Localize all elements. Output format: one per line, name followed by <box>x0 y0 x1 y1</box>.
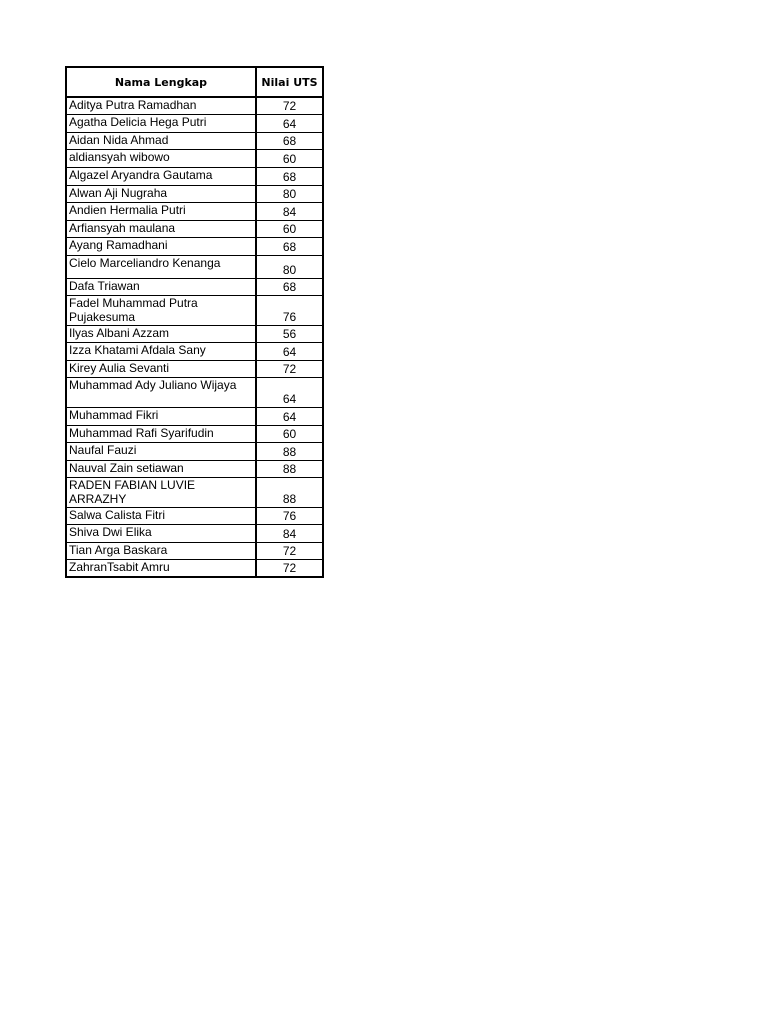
student-score: 64 <box>256 114 323 132</box>
student-name: ZahranTsabit Amru <box>66 559 256 577</box>
student-score: 64 <box>256 377 323 407</box>
student-name: Algazel Aryandra Gautama <box>66 167 256 185</box>
table-row <box>66 325 323 342</box>
student-score: 60 <box>256 220 323 237</box>
table-row <box>66 524 323 542</box>
student-name: Ayang Ramadhani <box>66 237 256 255</box>
table-row <box>66 425 323 442</box>
student-score: 80 <box>256 255 323 278</box>
student-score: 76 <box>256 507 323 524</box>
student-score: 72 <box>256 97 323 114</box>
table-row <box>66 220 323 237</box>
table-row <box>66 185 323 202</box>
student-name: Muhammad Rafi Syarifudin <box>66 425 256 442</box>
table-row <box>66 132 323 149</box>
table-row <box>66 477 323 507</box>
student-name: Aidan Nida Ahmad <box>66 132 256 149</box>
student-name: Fadel Muhammad Putra Pujakesuma <box>66 295 256 325</box>
student-name: Cielo Marceliandro Kenanga <box>66 255 256 278</box>
table-body <box>66 97 323 577</box>
header-row <box>66 67 323 97</box>
student-score: 60 <box>256 149 323 167</box>
table-row <box>66 342 323 360</box>
student-name: Alwan Aji Nugraha <box>66 185 256 202</box>
table-row <box>66 507 323 524</box>
student-name: Agatha Delicia Hega Putri <box>66 114 256 132</box>
student-name: aldiansyah wibowo <box>66 149 256 167</box>
student-name: Kirey Aulia Sevanti <box>66 360 256 377</box>
student-name: Tian Arga Baskara <box>66 542 256 559</box>
student-name: Dafa Triawan <box>66 278 256 295</box>
table-row <box>66 255 323 278</box>
student-name: Naufal Fauzi <box>66 442 256 460</box>
student-score: 68 <box>256 278 323 295</box>
table-row <box>66 542 323 559</box>
student-name: Shiva Dwi Elika <box>66 524 256 542</box>
student-score: 68 <box>256 237 323 255</box>
student-score: 56 <box>256 325 323 342</box>
student-name: Salwa Calista Fitri <box>66 507 256 524</box>
student-name: Aditya Putra Ramadhan <box>66 97 256 114</box>
student-score: 72 <box>256 360 323 377</box>
table-row <box>66 407 323 425</box>
student-name: Muhammad Ady Juliano Wijaya <box>66 377 256 407</box>
table-row <box>66 167 323 185</box>
student-name: Andien Hermalia Putri <box>66 202 256 220</box>
student-name: RADEN FABIAN LUVIE ARRAZHY <box>66 477 256 507</box>
header-name: Nama Lengkap <box>66 67 256 97</box>
student-score: 68 <box>256 132 323 149</box>
student-name: Muhammad Fikri <box>66 407 256 425</box>
student-score: 88 <box>256 460 323 477</box>
table-row <box>66 149 323 167</box>
student-score: 80 <box>256 185 323 202</box>
table-row <box>66 559 323 577</box>
student-score: 88 <box>256 477 323 507</box>
table-row <box>66 442 323 460</box>
student-score: 84 <box>256 202 323 220</box>
table-row <box>66 377 323 407</box>
table-row <box>66 202 323 220</box>
student-score: 72 <box>256 559 323 577</box>
student-score: 68 <box>256 167 323 185</box>
student-score: 64 <box>256 407 323 425</box>
table-row <box>66 278 323 295</box>
student-score: 88 <box>256 442 323 460</box>
table-row <box>66 295 323 325</box>
table-row <box>66 360 323 377</box>
table-row <box>66 460 323 477</box>
student-score: 84 <box>256 524 323 542</box>
table-row <box>66 97 323 114</box>
table-row <box>66 237 323 255</box>
student-name: Ilyas Albani Azzam <box>66 325 256 342</box>
header-score: Nilai UTS <box>256 67 323 97</box>
table-row <box>66 114 323 132</box>
student-score: 60 <box>256 425 323 442</box>
student-name: Nauval Zain setiawan <box>66 460 256 477</box>
student-score: 76 <box>256 295 323 325</box>
grade-table <box>65 66 324 578</box>
student-name: Izza Khatami Afdala Sany <box>66 342 256 360</box>
student-name: Arfiansyah maulana <box>66 220 256 237</box>
student-score: 64 <box>256 342 323 360</box>
student-score: 72 <box>256 542 323 559</box>
